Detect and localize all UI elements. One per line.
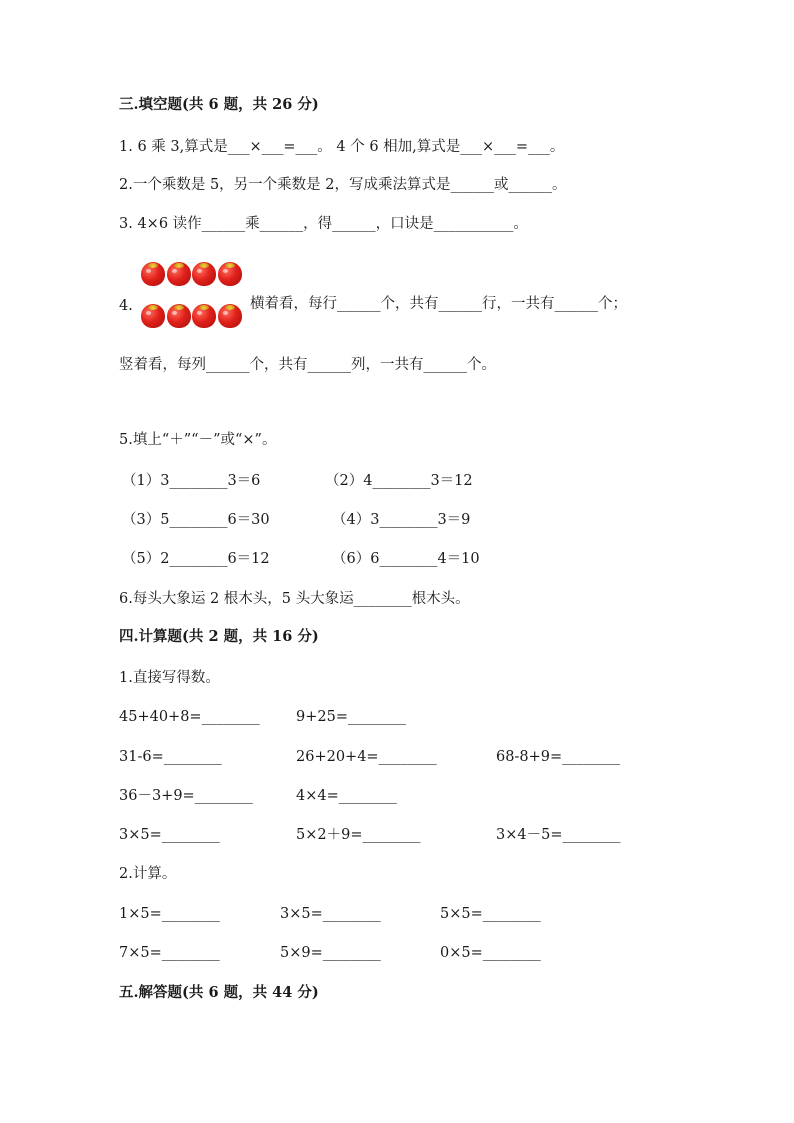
calc-item: 3×5=________: [119, 827, 220, 843]
question-3-4-line2: 竖着看，每列______个，共有______列，一共有______个。: [119, 357, 496, 373]
question-4-2-title: 2.计算。: [119, 866, 177, 882]
q5-item-1: （1）3________3＝6: [122, 473, 261, 489]
calc-item: 5×9=________: [280, 945, 381, 961]
apple-row-bottom: [141, 304, 243, 328]
q5-item-6: （6）6________4＝10: [332, 551, 480, 567]
question-3-2: 2.一个乘数是 5，另一个乘数是 2，写成乘法算式是______或______。: [119, 177, 567, 193]
question-3-3: 3. 4×6 读作______乘______，得______，口诀是___________。: [119, 216, 528, 232]
question-3-6: 6.每头大象运 2 根木头，5 头大象运________根木头。: [119, 591, 470, 607]
section-5-title: 五.解答题(共 6 题，共 44 分): [119, 984, 319, 1001]
apple-row-top: [141, 262, 243, 286]
calc-item: 3×4－5=________: [496, 827, 621, 843]
calc-item: 5×2＋9=________: [296, 827, 421, 843]
calc-item: 26+20+4=________: [296, 749, 437, 765]
question-3-4-number: 4.: [119, 298, 133, 314]
section-4-title: 四.计算题(共 2 题，共 16 分): [119, 628, 319, 645]
q5-item-2: （2）4________3＝12: [325, 473, 473, 489]
question-3-4-line1: 横着看，每行______个，共有______行，一共有______个；: [250, 296, 627, 312]
q5-item-3: （3）5________6＝30: [122, 512, 270, 528]
question-4-1-title: 1.直接写得数。: [119, 670, 220, 686]
apple-icon: [141, 262, 165, 286]
calc-item: 1×5=________: [119, 906, 220, 922]
apple-icon: [218, 262, 242, 286]
calc-item: 0×5=________: [440, 945, 541, 961]
apple-icon: [192, 262, 216, 286]
q5-item-5: （5）2________6＝12: [122, 551, 270, 567]
apple-icon: [167, 262, 191, 286]
apple-icon: [167, 304, 191, 328]
apple-icon: [141, 304, 165, 328]
calc-item: 5×5=________: [440, 906, 541, 922]
calc-item: 7×5=________: [119, 945, 220, 961]
apple-icon: [218, 304, 242, 328]
question-3-1: 1. 6 乘 3,算式是___×___=___。 4 个 6 相加,算式是___×___=___。: [119, 139, 565, 155]
q5-item-4: （4）3________3＝9: [332, 512, 471, 528]
calc-item: 9+25=________: [296, 709, 406, 725]
calc-item: 36－3+9=________: [119, 788, 253, 804]
question-3-5-title: 5.填上“＋”“－”或“×”。: [119, 432, 277, 448]
section-3-title: 三.填空题(共 6 题，共 26 分): [119, 96, 319, 113]
apple-icon: [192, 304, 216, 328]
calc-item: 4×4=________: [296, 788, 397, 804]
calc-item: 68-8+9=________: [496, 749, 621, 765]
calc-item: 45+40+8=________: [119, 709, 260, 725]
calc-item: 3×5=________: [280, 906, 381, 922]
calc-item: 31-6=________: [119, 749, 222, 765]
